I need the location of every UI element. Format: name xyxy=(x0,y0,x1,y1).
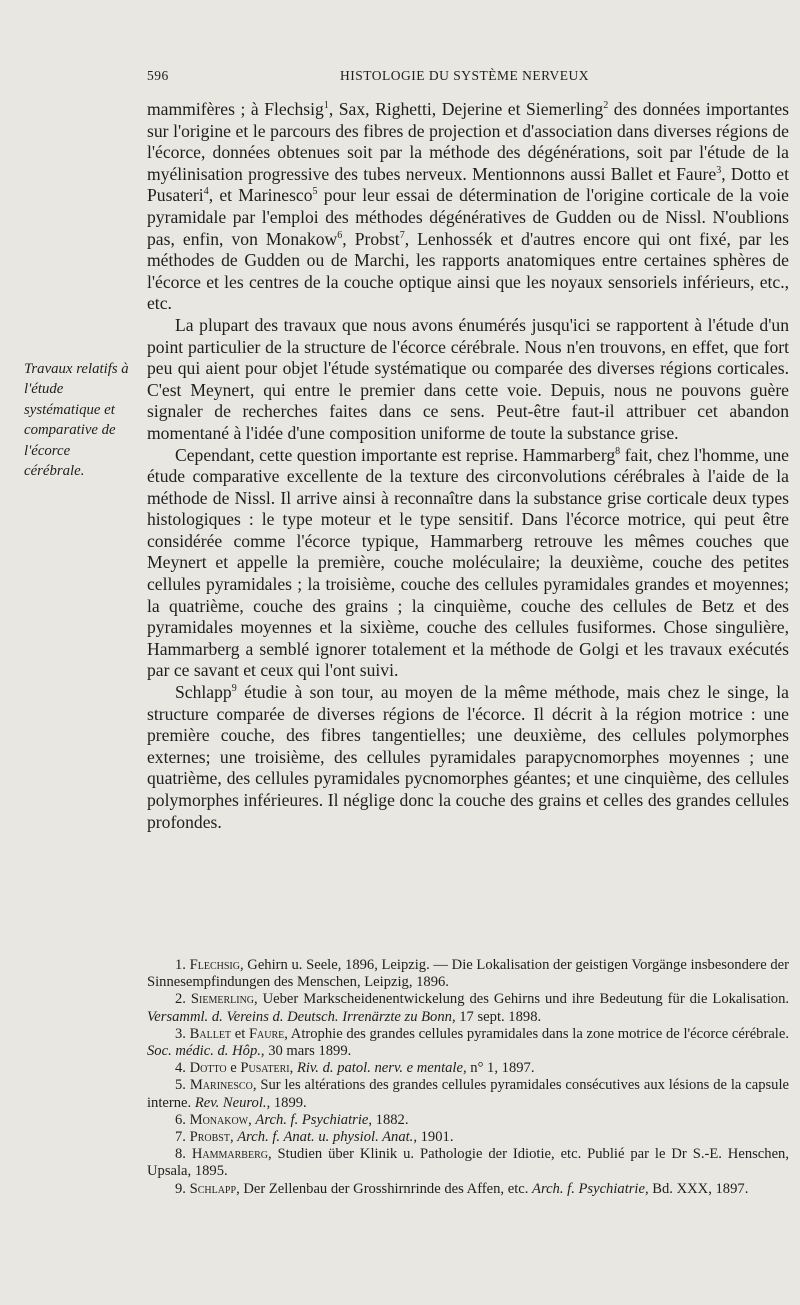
footnote-author: Flechsig xyxy=(189,957,240,973)
footnote xyxy=(147,957,789,991)
footnote-number: 9. xyxy=(175,1180,190,1197)
footnote-number: 3. xyxy=(175,1025,190,1042)
footnote-author: Monakow xyxy=(189,1111,249,1128)
italic-text: Arch. f. Psychiatrie xyxy=(255,1111,369,1128)
text-run: , Lenhossék et d'autres encore qui ont fixé, par les méthodes de Gudden ou de Marchi, les rapports anatomiques entre certaines sphères de l'écorce et les centres de la couche optique ainsi que les noyaux sensoriels inférieurs, etc., etc. xyxy=(147,228,789,314)
footnote-number: 7. xyxy=(175,1129,190,1146)
italic-text: Soc. médic. d. Hôp. xyxy=(147,1043,261,1060)
text-run: , 1899. xyxy=(266,1094,307,1111)
text-run: , Gehirn u. Seele, 1896, Leipzig. — Die Lokalisation der geistigen Vorgänge insbesondere der Sinnesempfindungen des Menschen, Leipzig, 1896. xyxy=(147,957,789,991)
text-run: , et Marinesco xyxy=(208,185,313,206)
footnote-ref: 4 xyxy=(203,186,209,198)
footnote xyxy=(147,1026,789,1060)
running-header xyxy=(147,68,787,90)
footnote-number: 4. xyxy=(175,1060,190,1077)
text-run: Schlapp xyxy=(175,682,232,703)
italic-text: Arch. f. Psychiatrie xyxy=(532,1180,645,1197)
footnote-ref: 6 xyxy=(337,229,343,241)
text-run: , 17 sept. 1898. xyxy=(451,1008,542,1025)
text-run: , 30 mars 1899. xyxy=(260,1043,352,1060)
paragraph xyxy=(147,315,789,445)
footnote xyxy=(147,1077,789,1111)
footnote-ref: 7 xyxy=(399,229,405,241)
italic-text: Arch. f. Anat. u. physiol. Anat. xyxy=(237,1129,414,1146)
author-name: Faure xyxy=(248,1025,285,1042)
text-run: , Probst xyxy=(342,228,400,249)
text-run: , Atrophie des grandes cellules pyramidales dans la zone motrice de l'écorce cérébrale. xyxy=(284,1025,789,1042)
text-run: des données importantes sur l'origine et le parcours des fibres de projection et d'association dans diverses régions de l'écorce, données obtenues soit par la méthode des dégénérations, soit par l'étude de la myélinisation progressive des tubes nerveux. Mentionnons aussi Ballet et Faure xyxy=(147,99,789,184)
page-number: 596 xyxy=(147,68,169,83)
text-run: , 1901. xyxy=(413,1129,454,1146)
text-run: mammifères ; à Flechsig xyxy=(147,99,324,119)
main-text xyxy=(147,99,789,833)
text-run: et xyxy=(231,1025,249,1042)
footnote-ref: 5 xyxy=(312,186,318,198)
text-run: , Sur les altérations des grandes cellules pyramidales consécutives aux lésions de la capsule interne. xyxy=(147,1077,790,1111)
text-run: pour leur essai de détermination de l'origine corticale de la voie pyramidale par l'emploi des méthodes dégénératives de Gudden ou de Nissl. N'oublions pas, enfin, von Monakow xyxy=(147,185,789,249)
text-run: , 1882. xyxy=(368,1111,409,1128)
footnote xyxy=(147,1129,789,1146)
text-run: , Dotto et Pusateri xyxy=(147,163,789,206)
italic-text: Riv. d. patol. nerv. e mentale xyxy=(296,1060,463,1077)
footnote-number: 2. xyxy=(175,991,191,1008)
footnote-ref: 1 xyxy=(323,100,329,112)
text-run: , xyxy=(289,1060,297,1077)
footnote xyxy=(147,1181,789,1198)
footnote-author: Probst xyxy=(189,1129,230,1146)
text-run: La plupart des travaux que nous avons énumérés jusqu'ici se rapportent à l'étude d'un point particulier de la structure de l'écorce cérébrale. Nous n'en trouvons, en effet, que fort peu qui aient pour objet l'étude systématique ou comparée des diverses régions corticales. C'est Meynert, qui entre le premier dans cette voie. Depuis, nous ne pouvons guère signaler de recherches faites dans ce sens. Peut-être faut-il attribuer cet abandon momentané à l'idée d'une composition uniforme de toute la substance grise. xyxy=(147,314,789,443)
margin-note: Travaux relatifs à l'étude systématique et comparative de l'écorce cérébrale. xyxy=(24,361,129,480)
text-run: Cependant, cette question importante est reprise. Hammarberg xyxy=(175,444,616,465)
footnote-number: 6. xyxy=(175,1111,190,1128)
paragraph xyxy=(147,445,789,683)
footnote xyxy=(147,1060,789,1077)
italic-text: Rev. Neurol. xyxy=(194,1094,267,1111)
running-title: HISTOLOGIE DU SYSTÈME NERVEUX xyxy=(340,68,590,83)
footnote-author: Siemerling xyxy=(190,991,255,1008)
paragraph xyxy=(147,99,789,315)
footnote xyxy=(147,1112,789,1129)
footnote-ref: 3 xyxy=(716,164,722,176)
text-run: , Sax, Righetti, Dejerine et Siemerling xyxy=(328,99,604,119)
footnote-author: Marinesco xyxy=(189,1077,253,1094)
footnote xyxy=(147,1146,789,1180)
text-run: , Ueber Markscheidenentwickelung des Gehirns und ihre Bedeutung für die Lokalisation. xyxy=(254,991,790,1008)
footnote-ref: 9 xyxy=(231,683,237,695)
footnote xyxy=(147,991,789,1025)
text-run: étudie à son tour, au moyen de la même méthode, mais chez le singe, la structure comparée de diverses régions de l'écorce. Il décrit à la région motrice : une première couche, des fibres tangentielles; une deuxième, des cellules polymorphes externes; une troisième, des cellules pyramidales parapycnomorphes moyennes ; une quatrième, des cellules pyramidales pycnomorphes géantes; et une cinquième, des cellules polymorphes inférieures. Il néglige donc la couche des grains et celles des grandes cellules profondes. xyxy=(147,682,789,832)
footnotes xyxy=(147,957,789,1198)
footnote-number: 5. xyxy=(175,1077,190,1094)
text-run: e xyxy=(226,1060,241,1077)
footnote-author: Ballet xyxy=(189,1025,232,1042)
footnote-author: Dotto xyxy=(189,1060,227,1077)
author-name: Pusateri xyxy=(240,1060,290,1077)
footnote-ref: 2 xyxy=(603,100,609,112)
text-run: , Der Zellenbau der Grosshirnrinde des Affen, etc. xyxy=(236,1180,533,1197)
footnote-author: Schlapp xyxy=(189,1180,237,1197)
text-run: , Studien über Klinik u. Pathologie der Idiotie, etc. Publié par le Dr S.-E. Henschen, Upsala, 1895. xyxy=(147,1146,789,1180)
italic-text: Versamml. d. Vereins d. Deutsch. Irrenärzte zu Bonn xyxy=(147,1008,452,1025)
text-run: , xyxy=(248,1111,256,1128)
paragraph xyxy=(147,682,789,833)
footnote-ref: 8 xyxy=(615,445,621,457)
text-run: , n° 1, 1897. xyxy=(462,1060,535,1077)
footnote-number: 1. xyxy=(175,957,190,973)
text-run: fait, chez l'homme, une étude comparative excellente de la texture des circonvolutions cérébrales à l'aide de la méthode de Nissl. Il arrive ainsi à reconnaître dans la substance grise corticale deux types histologiques : le type moteur et le type sensitif. Dans l'écorce motrice, qui peut être considérée comme l'écorce typique, Hammarberg retrouve les mêmes couches que Meynert et appelle la première, couche moléculaire; la deuxième, couche des petites cellules pyramidales ; la troisième, couche des cellules pyramidales grandes et moyennes; la quatrième, couche des grains ; la cinquième, couche des cellules de Betz et des pyramidales moyennes et la sixième, couche des cellules fusiformes. Chose singulière, Hammarberg a semblé ignorer totalement et la méthode de Golgi et les travaux exécutés par ce savant et ceux qui l'ont suivi. xyxy=(147,444,789,681)
text-run: , xyxy=(229,1129,238,1146)
footnote-number: 8. xyxy=(175,1146,192,1163)
footnote-author: Hammarberg xyxy=(191,1146,268,1163)
text-run: , Bd. XXX, 1897. xyxy=(644,1180,749,1197)
